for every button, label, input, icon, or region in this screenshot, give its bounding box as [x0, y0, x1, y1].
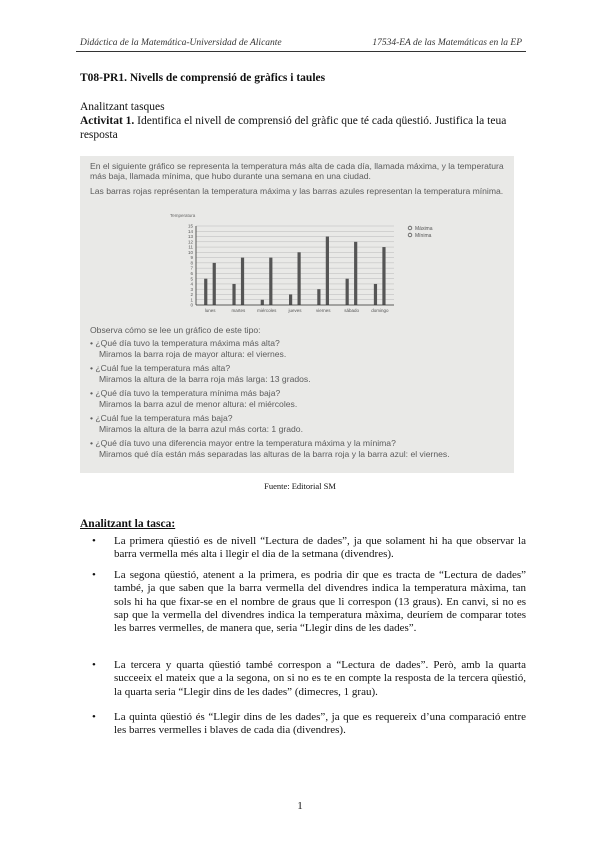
y-tick-label: 7	[190, 265, 193, 271]
bar-maxima-jueves	[298, 252, 301, 305]
analysis-bullet-text: La primera qüestió es de nivell “Lectura de dades”, ja que solament hi ha que observar la barra vermella més alta i llegir el dia de la setmana (divendres).	[114, 535, 526, 561]
bar-maxima-sábado	[354, 242, 357, 305]
y-tick-label: 9	[190, 255, 193, 261]
chart-axes	[196, 226, 394, 305]
chart-y-ticks	[188, 224, 194, 308]
activity-statement	[80, 114, 526, 142]
figure-intro-1: En el siguiente gráfico se representa la temperatura más alta de cada día, llamada máxima, y la temperatura más baja, llamada mínima, que hubo durante una semana en una ciudad.	[90, 161, 504, 181]
x-tick-label: sábado	[344, 308, 359, 313]
x-tick-label: viernes	[316, 308, 331, 313]
chart-legend	[408, 226, 433, 239]
y-tick-label: 1	[190, 297, 193, 303]
page-number: 1	[297, 800, 303, 812]
header-right: 17534-EA de las Matemáticas en la EP	[372, 38, 522, 48]
qa-answer: Miramos la barra roja de mayor altura: el viernes.	[99, 348, 287, 359]
bar-minima-miércoles	[261, 300, 264, 305]
analysis-title: Analitzant la tasca:	[80, 518, 176, 530]
qa-item	[90, 438, 508, 459]
x-tick-label: jueves	[288, 308, 302, 313]
qa-item	[90, 363, 508, 384]
legend-label: Mínima	[415, 232, 432, 239]
analysis-bullet-text: La tercera y quarta qüestió també correspon a “Lectura de dades”. Però, amb la quarta succeeix el mateix que a la segona, on si no es te en compte la resposta de la tercera qüestió, la quarta seria “Llegir dins de les dades” (dimecres, 1 grau).	[114, 659, 526, 698]
x-tick-label: martes	[231, 308, 246, 313]
y-tick-label: 14	[187, 228, 193, 234]
chart-y-axis-label: Temperatura	[170, 213, 196, 218]
chart-gridlines	[196, 226, 394, 305]
figure-intro-2: Las barras rojas représentan la temperatura máxima y las barras azules representan la temperatura mínima.	[90, 186, 504, 196]
analysis-bullet-text: La quinta qüestió és “Llegir dins de les dades”, ja que es requereix d’una comparació entre les barres vermelles i blaves de cada dia (divendres).	[114, 711, 526, 737]
qa-question: • ¿Qué día tuvo la temperatura máxima más alta?	[90, 338, 508, 349]
page-header	[76, 38, 526, 52]
x-tick-label: domingo	[371, 308, 389, 313]
bullet-icon: •	[92, 711, 96, 723]
textbook-figure	[80, 156, 514, 473]
legend-marker-icon	[408, 233, 412, 237]
bar-minima-viernes	[317, 289, 320, 305]
bullet-icon: •	[92, 659, 96, 671]
qa-answer: Miramos la altura de la barra azul más corta: 1 grado.	[99, 423, 303, 434]
qa-answer: Miramos la altura de la barra roja más larga: 13 grados.	[99, 373, 311, 384]
analysis-bullet-text: La segona qüestió, atenent a la primera, es podria dir que es tracta de “Lectura de dades” també, ja que saben que la barra vermella del divendres indica la temperatura màxima, tan sols hi ha que fixar-se en el nombre de graus que li correspon (13 graus). En canvi, si no es sap que la vermella del divendres indica la temperatura màxima, deuríem de comparar totes les barres vermelles, de manera que, seria “Llegir dins de les dades”.	[114, 569, 526, 635]
chart-x-labels	[205, 308, 389, 313]
document-title: T08-PR1. Nivells de comprensió de gràfics i taules	[80, 72, 326, 84]
y-tick-label: 10	[187, 249, 193, 255]
bar-maxima-viernes	[326, 237, 329, 305]
figure-observe-text: Observa cómo se lee un gráfico de este tipo:	[90, 325, 261, 335]
y-tick-label: 11	[188, 244, 193, 250]
figure-caption: Fuente: Editorial SM	[264, 481, 336, 491]
bar-maxima-lunes	[213, 263, 216, 305]
bar-minima-jueves	[289, 294, 292, 305]
qa-item	[90, 413, 508, 434]
document-subtitle: Analitzant tasques	[80, 101, 165, 113]
bullet-icon: •	[92, 535, 96, 547]
header-left: Didáctica de la Matemática-Universidad de Alicante	[80, 38, 282, 48]
x-tick-label: lunes	[204, 308, 216, 313]
legend-label: Máxima	[415, 225, 433, 232]
chart-bars	[204, 237, 385, 305]
y-tick-label: 3	[190, 286, 193, 292]
qa-question: • ¿Qué día tuvo una diferencia mayor entre la temperatura máxima y la mínima?	[90, 438, 508, 449]
activity-text: Identifica el nivell de comprensió del gràfic que té cada qüestió. Justifica la teua resposta	[80, 115, 507, 141]
bar-maxima-domingo	[382, 247, 385, 305]
y-tick-label: 4	[190, 281, 193, 287]
y-tick-label: 6	[190, 271, 193, 276]
y-tick-label: 5	[190, 276, 193, 282]
qa-question: • ¿Cuál fue la temperatura más baja?	[90, 413, 508, 424]
y-tick-label: 15	[187, 223, 193, 229]
qa-answer: Miramos qué día están más separadas las alturas de la barra roja y la barra azul: el viernes.	[99, 448, 450, 459]
legend-marker-icon	[408, 226, 412, 230]
bar-minima-martes	[232, 284, 235, 305]
bar-minima-lunes	[204, 279, 207, 305]
qa-question: • ¿Qué día tuvo la temperatura mínima más baja?	[90, 388, 508, 399]
temperature-bar-chart	[80, 156, 514, 324]
y-tick-label: 0	[190, 302, 193, 308]
qa-item	[90, 338, 508, 359]
qa-question: • ¿Cuál fue la temperatura más alta?	[90, 363, 508, 374]
bar-maxima-martes	[241, 258, 244, 305]
bar-maxima-miércoles	[269, 258, 272, 305]
bar-minima-sábado	[346, 279, 349, 305]
y-tick-label: 13	[187, 234, 193, 240]
bullet-icon: •	[92, 569, 96, 581]
y-tick-label: 2	[190, 292, 193, 298]
y-tick-label: 8	[190, 260, 193, 266]
y-tick-label: 12	[187, 239, 193, 245]
activity-label: Activitat 1.	[80, 115, 135, 127]
qa-item	[90, 388, 508, 409]
qa-answer: Miramos la barra azul de menor altura: el miércoles.	[99, 398, 298, 409]
x-tick-label: miércoles	[257, 308, 277, 313]
bar-minima-domingo	[374, 284, 377, 305]
